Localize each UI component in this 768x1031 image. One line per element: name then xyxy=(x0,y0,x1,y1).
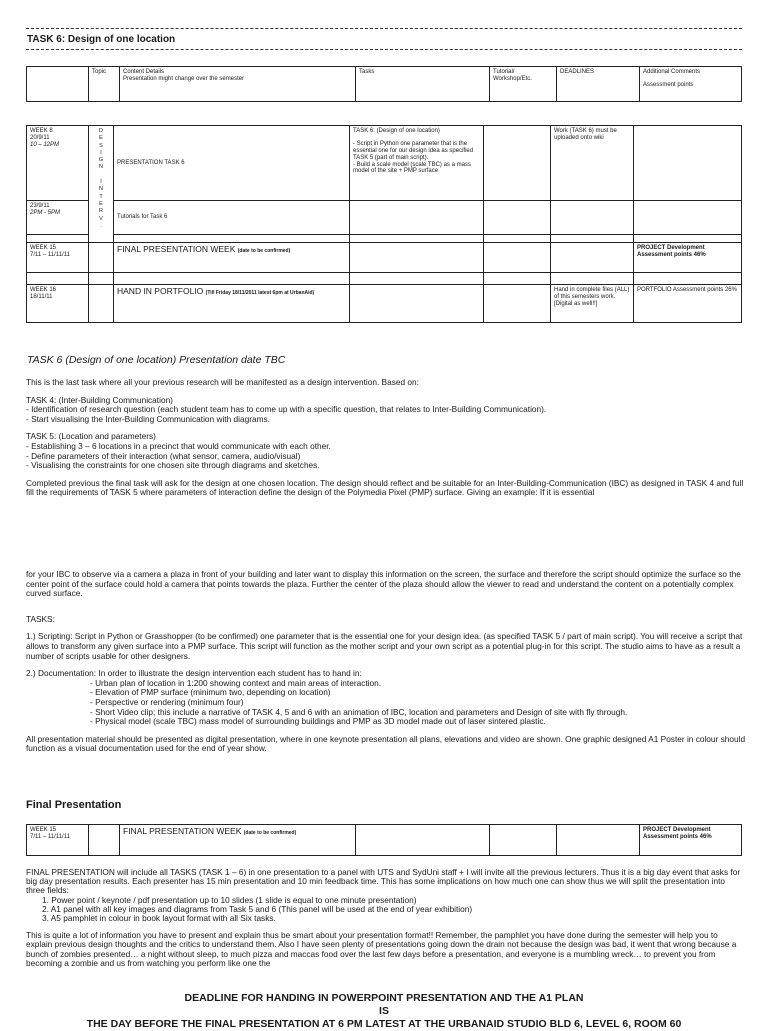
spacer-cell xyxy=(634,273,742,285)
schedule-table xyxy=(26,125,742,323)
tut-comments-cell xyxy=(634,201,742,235)
week15-cell xyxy=(27,243,89,273)
final-topic-cell xyxy=(89,825,120,856)
header-week-cell xyxy=(27,67,89,102)
vertical-topic-letter: R xyxy=(99,208,103,215)
week16-deadline: Hand in complete files (ALL) of this semesters work. [Digital as well!!] xyxy=(551,285,634,323)
table-row xyxy=(27,285,742,323)
task4-heading: TASK 4: (Inter-Building Communication) xyxy=(26,394,173,405)
spacer-cell xyxy=(484,235,551,243)
header-content-title: Content Details xyxy=(123,69,165,75)
task5-item: - Define parameters of their interaction (what sensor, camera, audio/visual) xyxy=(26,450,301,461)
week15-tutorial-cell xyxy=(484,243,551,273)
week8-date: 20/9/11 xyxy=(30,134,50,141)
task6-line2: - Script in Python one parameter that is the essential one for our design idea as specified TASK 5 (part of main script). xyxy=(353,140,474,161)
final-block xyxy=(26,868,746,968)
final-paragraph: FINAL PRESENTATION will include all TASKS (TASK 1 – 6) in one presentation to a panel with UTS and SydUni staff + I will invite all the previous lecturers. Thus it is a big day event that asks for big day presentation results. Each presenter has 15 min presentation and 10 min feedback time. This has some implications on how much one can show thus we will split the presentation into three fields: xyxy=(26,867,741,896)
vertical-topic xyxy=(89,126,114,243)
hand-in-cell xyxy=(114,285,350,323)
task5-item: - Establishing 3 – 6 locations in a precinct that would communicate with each other. xyxy=(26,440,331,451)
task-heading: TASK 6 (Design of one location) Presentation date TBC xyxy=(27,354,286,366)
final-week-cell xyxy=(120,825,356,856)
week16-comment: PORTFOLIO Assessment points 26% xyxy=(634,285,742,323)
vertical-topic-letter: G xyxy=(98,157,104,164)
vertical-topic-letter: T xyxy=(99,193,103,200)
intro-block xyxy=(26,378,746,498)
presentation-material-paragraph: All presentation material should be presented as digital presentation, where in one keynote presentation all plans, elevations and video are shown. One graphic designed A1 Poster in colour should function as a visual documentation used for the end of year show. xyxy=(26,733,746,754)
final-tasks-cell xyxy=(356,825,490,856)
spacer-cell xyxy=(350,273,484,285)
documentation-paragraph: 2.) Documentation: In order to illustrate the design intervention each student has to hand in: xyxy=(26,668,362,679)
spacer-cell xyxy=(89,273,114,285)
final-week-title: FINAL PRESENTATION WEEK xyxy=(117,244,236,254)
table-row xyxy=(27,243,742,273)
final-tutorial-cell xyxy=(490,825,557,856)
final-week-cell xyxy=(114,243,350,273)
header-tasks: Tasks xyxy=(356,67,490,102)
documentation-list xyxy=(26,679,746,727)
vertical-topic-letter: V xyxy=(99,215,103,222)
header-topic: Topic xyxy=(89,67,120,102)
deadline-is: IS xyxy=(379,1005,389,1017)
table-row xyxy=(27,126,742,201)
task6-line1: TASK 6: (Design of one location) xyxy=(353,128,440,134)
week8-comments-cell xyxy=(634,126,742,201)
week16-label: WEEK 16 xyxy=(30,287,57,293)
week16-date: 18/11/11 xyxy=(30,293,53,300)
page-title: TASK 6: Design of one location xyxy=(27,34,176,45)
completed-paragraph: Completed previous the final task will ask for the design at one chosen location. The design should reflect and be suitable for an Inter-Building-Communication (IBC) as designed in TASK 4 and full fill the requirements of TASK 5 where parameters of interaction define the design of the Polymedia Pixel (PMP) surface. Giving an example: If it is essential xyxy=(26,477,744,498)
final-week-title: FINAL PRESENTATION WEEK xyxy=(123,826,242,836)
week15-topic-cell xyxy=(89,243,114,273)
vertical-topic-letter: S xyxy=(99,142,103,149)
spacer-cell xyxy=(114,235,350,243)
vertical-topic-letter: N xyxy=(99,186,103,193)
spacer-cell xyxy=(27,273,89,285)
spacer-cell xyxy=(484,273,551,285)
scripting-paragraph: 1.) Scripting: Script in Python or Grasshopper (to be confirmed) one parameter that is the essential one for your design idea. (as specified TASK 5 / part of main script). You will receive a script that allows to transform any given surface into a PMP surface. This script will function as the mother script and your own script as a potential plug-in for this script. The studio aims to have as a result a number of scripts usable for other designers. xyxy=(26,631,743,661)
task6-line3: - Build a scale model (scale TBC) as a mass model of the site + PMP surface xyxy=(353,161,471,175)
list-item: 3. A5 pamphlet in colour in book layout format with all Six tasks. xyxy=(42,913,276,924)
list-item: 2. A1 panel with all key images and diagrams from Task 5 and 6 (This panel will be used at the end of year exhibition) xyxy=(42,903,473,914)
week8-time: 10 – 12PM xyxy=(30,141,60,148)
week15-date: 7/11 – 11/11/11 xyxy=(30,251,70,258)
task5-item: - Visualising the constraints for one chosen site through diagrams and sketches. xyxy=(26,460,320,471)
week15-tasks-cell xyxy=(350,243,484,273)
list-item: - Urban plan of location in 1:200 showing context and main areas of interaction. xyxy=(90,677,382,688)
title-rule xyxy=(26,49,742,50)
vertical-topic-letter: . xyxy=(100,222,102,229)
vertical-topic-letter: E xyxy=(99,200,103,207)
week16-tutorial-cell xyxy=(484,285,551,323)
vertical-topic-letters xyxy=(89,126,113,230)
final-week15-cell xyxy=(27,825,89,856)
schedule-header-table xyxy=(26,66,742,102)
tasks-heading: TASKS: xyxy=(26,613,55,624)
top-rule xyxy=(26,28,742,29)
tut-time: 2PM - 5PM xyxy=(30,209,61,216)
tut-tasks-cell xyxy=(350,201,484,235)
table-row xyxy=(27,201,742,235)
final-deadline-cell xyxy=(557,825,640,856)
spacer-cell xyxy=(350,235,484,243)
task4-item: - Start visualising the Inter-Building Communication with diagrams. xyxy=(26,413,270,424)
tut-content: Tutorials for Task 6 xyxy=(114,201,350,235)
vertical-topic-letter: E xyxy=(99,135,103,142)
final-week-note: (date to be confirmed) xyxy=(237,248,291,254)
presentation-task-cell: PRESENTATION TASK 6 xyxy=(114,126,350,201)
tut-cell xyxy=(27,201,89,235)
header-content-note: Presentation might change over the semester xyxy=(123,75,245,82)
week16-cell xyxy=(27,285,89,323)
week15-comment: PROJECT Development Assessment points 46% xyxy=(634,243,742,273)
task5-heading: TASK 5: (Location and parameters) xyxy=(26,431,156,442)
observe-block xyxy=(26,570,746,754)
final-week15-comment: PROJECT Development Assessment points 46% xyxy=(640,825,742,856)
header-comments-title: Additional Comments xyxy=(643,69,701,75)
spacer-cell xyxy=(634,235,742,243)
vertical-topic-letter xyxy=(89,172,113,179)
deadline-date-line: THE DAY BEFORE THE FINAL PRESENTATION AT 6 PM LATEST AT THE URBANAID STUDIO BLD 6, LEVEL 6, ROOM 60 xyxy=(86,1018,682,1030)
header-comments xyxy=(640,67,742,102)
header-tutorial: Tutorial/ Workshop/Etc. xyxy=(490,67,557,102)
spacer-cell xyxy=(551,235,634,243)
header-assessment: Assessment points xyxy=(643,81,694,88)
vertical-topic-letter: I xyxy=(100,179,102,186)
final-week15-label: WEEK 15 xyxy=(30,827,57,833)
spacer-cell xyxy=(551,273,634,285)
hand-in-note: (Till Friday 18/11/2011 latest 6pm at UrbanAid) xyxy=(205,290,315,296)
vertical-topic-letter: I xyxy=(100,149,102,156)
week16-topic-cell xyxy=(89,285,114,323)
tut-date: 23/9/11 xyxy=(30,203,50,209)
list-item: - Physical model (scale TBC) mass model of surrounding buildings and PMP as 3D model made out of laser sintered plastic. xyxy=(90,716,546,727)
final-week-note: (date to be confirmed) xyxy=(243,830,297,836)
week8-deadline: Work (TASK 6) must be uploaded onto wiki xyxy=(551,126,634,201)
week8-tutorial-cell xyxy=(484,126,551,201)
tut-deadline-cell xyxy=(551,201,634,235)
observe-paragraph: for your IBC to observe via a camera a plaza in front of your building and later want to display this information on the screen, the surface and therefore the script should optimize the surface so the center point of the surface could hold a camera that points towards the plaza. Further the center of the plaza should allow the viewer to read and understand the content on a potentially complex curved surface. xyxy=(26,569,741,599)
vertical-topic-letter: D xyxy=(99,128,103,134)
header-content xyxy=(120,67,356,102)
week15-deadline-cell xyxy=(551,243,634,273)
spacer-cell xyxy=(114,273,350,285)
spacer-cell xyxy=(27,235,89,243)
task6-cell xyxy=(350,126,484,201)
table-row xyxy=(27,235,742,243)
final-week15-date: 7/11 – 11/11/11 xyxy=(30,833,70,840)
deadline-line: DEADLINE FOR HANDING IN POWERPOINT PRESENTATION AND THE A1 PLAN xyxy=(184,992,584,1004)
hand-in-title: HAND IN PORTFOLIO xyxy=(117,286,204,296)
header-deadlines: DEADLINES xyxy=(557,67,640,102)
tut-tutorial-cell xyxy=(484,201,551,235)
final-week-table xyxy=(26,824,742,856)
final-list xyxy=(26,896,746,924)
week15-label: WEEK 15 xyxy=(30,245,57,251)
task4-item: - Identification of research question (each student team has to come up with a specific question, that relates to Inter-Building Communication). xyxy=(26,404,547,415)
quite-a-lot-paragraph: This is quite a lot of information you have to present and explain thus be smart about your presentation format!! Remember, the pamphlet you have done during the semester will help you to explain previous design thoughts and the critics to understand them. Also I have seen plenty of presentations going down the drain not because the design was bad, it went that wrong because a bunch of zombies presented… a night without sleep, to much pizza and maccas food over the last few days before a presentation, and everyone is a mumbling wreck… to prevent you from becoming a zombie and us from watching you perform like one the xyxy=(26,930,737,968)
intro-text: This is the last task where all your previous research will be manifested as a design intervention. Based on: xyxy=(26,377,419,387)
table-row xyxy=(27,273,742,285)
table-row xyxy=(27,825,742,856)
week8-cell xyxy=(27,126,89,201)
list-item: 1. Power point / keynote / pdf presentation up to 10 slides (1 slide is equal to one minute presentation) xyxy=(42,894,417,905)
final-presentation-heading: Final Presentation xyxy=(26,799,122,811)
list-item: - Perspective or rendering (minimum four) xyxy=(90,696,244,707)
week8-label: WEEK 8 xyxy=(30,128,53,134)
vertical-topic-letter: N xyxy=(99,164,103,171)
list-item: - Short Video clip; this include a narrative of TASK 4, 5 and 6 with an animation of IBC, location and parameters and Design of site with fly through. xyxy=(90,706,628,717)
week16-tasks-cell xyxy=(350,285,484,323)
list-item: - Elevation of PMP surface (minimum two, depending on location) xyxy=(90,687,331,698)
